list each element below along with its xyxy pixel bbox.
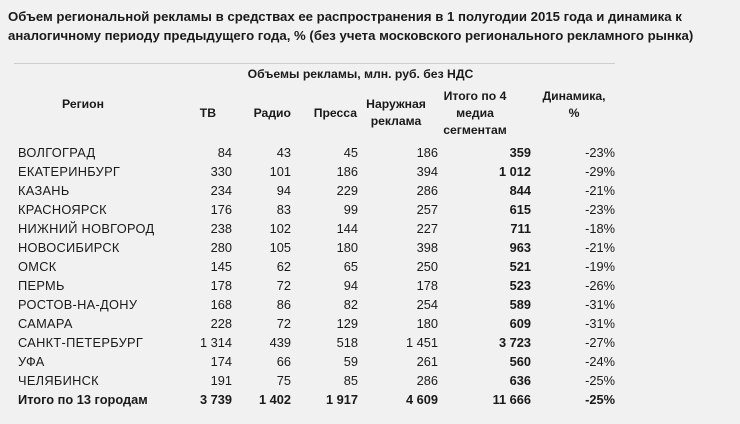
cell-outdoor: 286 (416, 183, 438, 198)
cell-radio: 94 (276, 183, 291, 198)
cell-outdoor: 178 (416, 278, 438, 293)
cell-region: УФА (18, 354, 45, 369)
cell-total: 963 (509, 240, 531, 255)
cell-tv: 174 (210, 354, 232, 369)
cell-press: 144 (336, 221, 358, 236)
cell-tv: 238 (210, 221, 232, 236)
cell-press: 65 (343, 259, 358, 274)
cell-dynamics: -18% (585, 221, 615, 236)
table-row (0, 352, 740, 371)
cell-tv: 191 (210, 373, 232, 388)
cell-region: РОСТОВ-НА-ДОНУ (18, 297, 138, 312)
cell-press: 99 (343, 202, 358, 217)
header-total-line2: медиа (456, 106, 494, 120)
cell-region: Итого по 13 городам (18, 392, 148, 407)
cell-region: КАЗАНЬ (18, 183, 70, 198)
cell-dynamics: -23% (585, 202, 615, 217)
header-tv: ТВ (199, 106, 216, 120)
cell-total: 3 723 (498, 335, 531, 350)
cell-outdoor: 186 (416, 145, 438, 160)
cell-tv: 280 (210, 240, 232, 255)
cell-press: 59 (343, 354, 358, 369)
cell-radio: 86 (276, 297, 291, 312)
cell-radio: 62 (276, 259, 291, 274)
header-total-line3: сегментам (443, 123, 507, 137)
cell-region: ВОЛГОГРАД (18, 145, 96, 160)
cell-region: КРАСНОЯРСК (18, 202, 107, 217)
header-outdoor-line2: реклама (370, 114, 422, 128)
header-dynamics-line1: Динамика, (542, 89, 606, 103)
cell-outdoor: 257 (416, 202, 438, 217)
cell-dynamics: -21% (585, 183, 615, 198)
table-total-row (0, 390, 740, 409)
cell-outdoor: 394 (416, 164, 438, 179)
cell-press: 129 (336, 316, 358, 331)
cell-radio: 75 (276, 373, 291, 388)
cell-press: 1 917 (325, 392, 358, 407)
cell-radio: 83 (276, 202, 291, 217)
cell-radio: 439 (269, 335, 291, 350)
cell-tv: 84 (217, 145, 232, 160)
cell-dynamics: -23% (585, 145, 615, 160)
cell-dynamics: -25% (585, 392, 615, 407)
header-dynamics-line2: % (568, 106, 580, 120)
cell-tv: 330 (210, 164, 232, 179)
cell-dynamics: -24% (585, 354, 615, 369)
cell-press: 45 (343, 145, 358, 160)
cell-radio: 43 (276, 145, 291, 160)
cell-region: ПЕРМЬ (18, 278, 65, 293)
table-row (0, 181, 740, 200)
cell-region: САНКТ-ПЕТЕРБУРГ (18, 335, 144, 350)
cell-dynamics: -27% (585, 335, 615, 350)
cell-total: 521 (509, 259, 531, 274)
cell-total: 523 (509, 278, 531, 293)
header-press: Пресса (313, 106, 357, 120)
cell-tv: 168 (210, 297, 232, 312)
cell-outdoor: 286 (416, 373, 438, 388)
cell-outdoor: 1 451 (405, 335, 438, 350)
cell-total: 560 (509, 354, 531, 369)
table-row (0, 314, 740, 333)
cell-total: 615 (509, 202, 531, 217)
header-region: Регион (62, 97, 104, 111)
cell-region: САМАРА (18, 316, 73, 331)
cell-tv: 1 314 (199, 335, 232, 350)
table-row (0, 257, 740, 276)
table-row (0, 333, 740, 352)
cell-region: ЧЕЛЯБИНСК (18, 373, 99, 388)
cell-total: 636 (509, 373, 531, 388)
cell-radio: 66 (276, 354, 291, 369)
cell-dynamics: -31% (585, 297, 615, 312)
cell-total: 844 (509, 183, 531, 198)
cell-dynamics: -26% (585, 278, 615, 293)
cell-outdoor: 254 (416, 297, 438, 312)
cell-dynamics: -21% (585, 240, 615, 255)
cell-radio: 1 402 (258, 392, 291, 407)
table-row (0, 371, 740, 390)
table-row (0, 219, 740, 238)
cell-outdoor: 180 (416, 316, 438, 331)
cell-press: 82 (343, 297, 358, 312)
header-dynamics (533, 88, 615, 122)
header-total-line1: Итого по 4 (443, 89, 507, 103)
cell-total: 609 (509, 316, 531, 331)
cell-tv: 178 (210, 278, 232, 293)
cell-outdoor: 250 (416, 259, 438, 274)
header-radio: Радио (253, 106, 291, 120)
cell-press: 94 (343, 278, 358, 293)
cell-radio: 105 (269, 240, 291, 255)
cell-total: 11 666 (492, 392, 531, 407)
page-title: Объем региональной рекламы в средствах ее распространения в 1 полугодии 2015 года и динамика к аналогичному периоду предыдущего года, % (без учета московского регионального рекламного рынка) (8, 9, 694, 43)
header-outdoor-line1: Наружная (366, 97, 426, 111)
cell-total: 1 012 (498, 164, 531, 179)
table-row (0, 162, 740, 181)
cell-dynamics: -19% (585, 259, 615, 274)
header-total (418, 88, 532, 139)
cell-radio: 72 (276, 316, 291, 331)
cell-total: 711 (510, 221, 531, 236)
cell-tv: 228 (210, 316, 232, 331)
cell-dynamics: -25% (585, 373, 615, 388)
table-row (0, 276, 740, 295)
cell-dynamics: -31% (585, 316, 615, 331)
cell-radio: 101 (269, 164, 291, 179)
cell-radio: 72 (276, 278, 291, 293)
data-table-body (0, 143, 740, 409)
cell-total: 589 (509, 297, 531, 312)
header-group-volumes: Объемы рекламы, млн. руб. без НДС (247, 67, 474, 81)
cell-tv: 145 (210, 259, 232, 274)
cell-outdoor: 227 (416, 221, 438, 236)
table-row (0, 238, 740, 257)
cell-press: 180 (336, 240, 358, 255)
cell-region: ОМСК (18, 259, 57, 274)
cell-press: 518 (336, 335, 358, 350)
cell-outdoor: 4 609 (405, 392, 438, 407)
cell-tv: 3 739 (199, 392, 232, 407)
cell-region: НИЖНИЙ НОВГОРОД (18, 221, 155, 236)
table-row (0, 143, 740, 162)
table-row (0, 200, 740, 219)
cell-region: НОВОСИБИРСК (18, 240, 120, 255)
cell-press: 229 (336, 183, 358, 198)
cell-dynamics: -29% (585, 164, 615, 179)
table-row (0, 295, 740, 314)
header-divider (14, 63, 615, 64)
cell-region: ЕКАТЕРИНБУРГ (18, 164, 121, 179)
cell-outdoor: 261 (416, 354, 438, 369)
cell-radio: 102 (269, 221, 291, 236)
cell-press: 186 (336, 164, 358, 179)
cell-tv: 234 (210, 183, 232, 198)
cell-outdoor: 398 (416, 240, 438, 255)
cell-press: 85 (343, 373, 358, 388)
cell-total: 359 (509, 145, 531, 160)
cell-tv: 176 (210, 202, 232, 217)
